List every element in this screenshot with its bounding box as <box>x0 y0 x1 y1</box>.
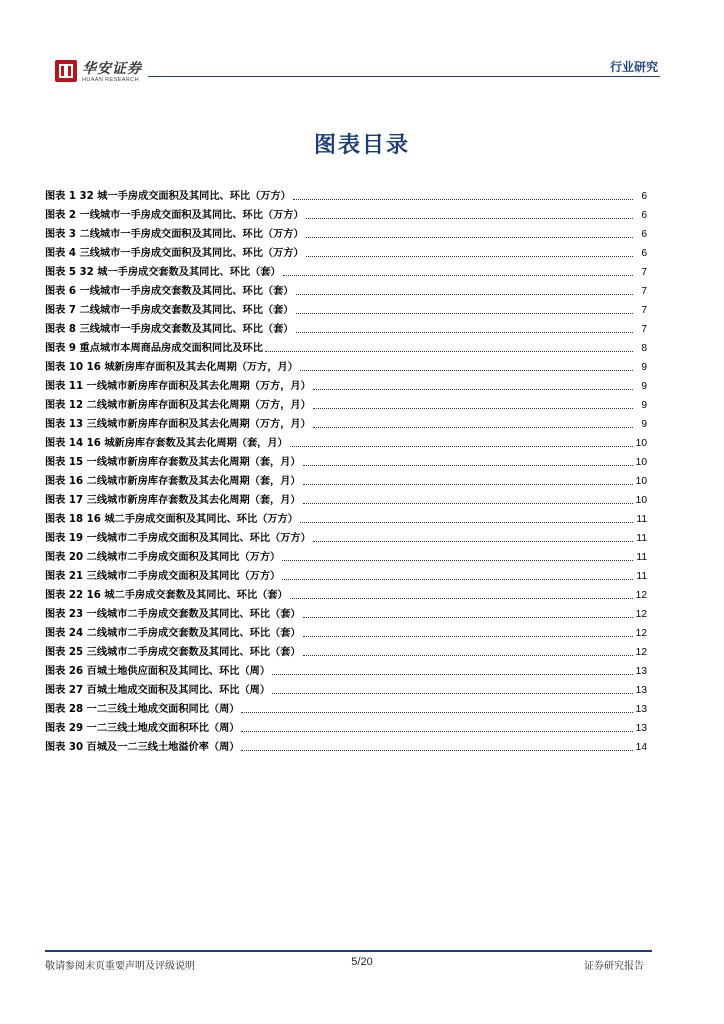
table-of-contents <box>45 184 647 754</box>
toc-dot-leader <box>303 655 633 656</box>
toc-entry[interactable] <box>45 659 647 678</box>
toc-entry-page: 13 <box>635 723 647 734</box>
toc-entry-label: 图表 18 16 城二手房成交面积及其同比、环比（万方） <box>45 514 298 525</box>
toc-entry[interactable] <box>45 431 647 450</box>
toc-entry[interactable] <box>45 678 647 697</box>
toc-entry-page: 13 <box>635 704 647 715</box>
footer-doc-type: 证券研究报告 <box>584 961 644 972</box>
toc-entry-page: 12 <box>635 590 647 601</box>
toc-entry-label: 图表 14 16 城新房库存套数及其去化周期（套，月） <box>45 438 288 449</box>
toc-entry-page: 6 <box>641 229 647 240</box>
toc-entry[interactable] <box>45 203 647 222</box>
toc-entry-label: 图表 8 三线城市一手房成交套数及其同比、环比（套） <box>45 324 294 335</box>
toc-entry-label: 图表 22 16 城二手房成交套数及其同比、环比（套） <box>45 590 288 601</box>
toc-entry-label: 图表 28 一二三线土地成交面积同比（周） <box>45 704 240 715</box>
toc-dot-leader <box>313 541 633 542</box>
toc-entry-page: 9 <box>641 400 647 411</box>
toc-entry[interactable] <box>45 450 647 469</box>
footer-disclaimer: 敬请参阅末页重要声明及评级说明 <box>45 961 195 972</box>
toc-entry[interactable] <box>45 317 647 336</box>
toc-entry-page: 10 <box>635 457 647 468</box>
toc-entry[interactable] <box>45 393 647 412</box>
toc-entry[interactable] <box>45 507 647 526</box>
toc-entry-page: 13 <box>635 685 647 696</box>
toc-dot-leader <box>283 275 633 276</box>
toc-dot-leader <box>306 256 633 257</box>
toc-dot-leader <box>241 712 633 713</box>
toc-dot-leader <box>265 351 633 352</box>
brand-name-cn: 华安证券 <box>82 61 142 77</box>
toc-entry[interactable] <box>45 716 647 735</box>
section-title: 行业研究 <box>609 60 658 74</box>
toc-dot-leader <box>303 484 633 485</box>
toc-entry-page: 8 <box>641 343 647 354</box>
toc-entry-label: 图表 6 一线城市一手房成交套数及其同比、环比（套） <box>45 286 294 297</box>
toc-dot-leader <box>306 237 633 238</box>
toc-entry[interactable] <box>45 260 647 279</box>
toc-entry[interactable] <box>45 184 647 203</box>
toc-entry-page: 12 <box>635 647 647 658</box>
toc-entry[interactable] <box>45 298 647 317</box>
toc-entry-page: 10 <box>635 438 647 449</box>
toc-dot-leader <box>282 560 633 561</box>
toc-entry-label: 图表 29 一二三线土地成交面积环比（周） <box>45 723 240 734</box>
toc-entry-page: 6 <box>641 210 647 221</box>
toc-dot-leader <box>303 636 633 637</box>
page-title: 图表目录 <box>313 133 410 158</box>
toc-entry-label: 图表 16 二线城市新房库存套数及其去化周期（套，月） <box>45 476 301 487</box>
toc-entry-page: 9 <box>641 419 647 430</box>
toc-entry-page: 7 <box>641 305 647 316</box>
toc-dot-leader <box>282 579 633 580</box>
toc-entry-page: 7 <box>641 267 647 278</box>
toc-entry-label: 图表 27 百城土地成交面积及其同比、环比（周） <box>45 685 271 696</box>
toc-entry-page: 10 <box>635 495 647 506</box>
toc-entry[interactable] <box>45 735 647 754</box>
toc-entry-label: 图表 23 一线城市二手房成交套数及其同比、环比（套） <box>45 609 301 620</box>
toc-entry[interactable] <box>45 412 647 431</box>
toc-entry-page: 10 <box>635 476 647 487</box>
toc-entry-page: 11 <box>636 514 647 525</box>
toc-dot-leader <box>272 693 633 694</box>
toc-entry-page: 14 <box>635 742 647 753</box>
toc-dot-leader <box>272 674 633 675</box>
page-number: 5/20 <box>351 956 373 968</box>
toc-entry[interactable] <box>45 241 647 260</box>
toc-entry-label: 图表 3 二线城市一手房成交面积及其同比、环比（万方） <box>45 229 304 240</box>
toc-entry-page: 7 <box>641 286 647 297</box>
toc-entry-label: 图表 10 16 城新房库存面积及其去化周期（万方，月） <box>45 362 298 373</box>
toc-entry[interactable] <box>45 336 647 355</box>
toc-entry[interactable] <box>45 222 647 241</box>
toc-entry[interactable] <box>45 488 647 507</box>
toc-entry-label: 图表 30 百城及一二三线土地溢价率（周） <box>45 742 240 753</box>
toc-dot-leader <box>313 408 633 409</box>
toc-entry[interactable] <box>45 469 647 488</box>
toc-entry[interactable] <box>45 355 647 374</box>
toc-entry-label: 图表 13 三线城市新房库存面积及其去化周期（万方，月） <box>45 419 311 430</box>
toc-entry[interactable] <box>45 526 647 545</box>
toc-entry[interactable] <box>45 564 647 583</box>
toc-entry[interactable] <box>45 640 647 659</box>
toc-entry-label: 图表 1 32 城一手房成交面积及其同比、环比（万方） <box>45 191 291 202</box>
toc-entry[interactable] <box>45 279 647 298</box>
toc-dot-leader <box>313 427 633 428</box>
brand-name-en: HUAAN RESEARCH <box>82 77 139 83</box>
toc-entry[interactable] <box>45 583 647 602</box>
toc-dot-leader <box>303 503 633 504</box>
toc-entry-page: 11 <box>636 552 647 563</box>
toc-entry[interactable] <box>45 602 647 621</box>
toc-entry-label: 图表 11 一线城市新房库存面积及其去化周期（万方，月） <box>45 381 311 392</box>
toc-entry-label: 图表 17 三线城市新房库存套数及其去化周期（套，月） <box>45 495 301 506</box>
toc-entry-page: 6 <box>641 248 647 259</box>
toc-dot-leader <box>303 465 633 466</box>
toc-entry-label: 图表 9 重点城市本周商品房成交面积同比及环比 <box>45 343 263 354</box>
toc-dot-leader <box>313 389 633 390</box>
toc-entry-page: 12 <box>635 609 647 620</box>
toc-entry-page: 13 <box>635 666 647 677</box>
toc-entry-label: 图表 24 二线城市二手房成交套数及其同比、环比（套） <box>45 628 301 639</box>
toc-dot-leader <box>241 731 633 732</box>
toc-entry-label: 图表 21 三线城市二手房成交面积及其同比（万方） <box>45 571 281 582</box>
toc-dot-leader <box>296 313 634 314</box>
toc-entry[interactable] <box>45 545 647 564</box>
toc-entry-label: 图表 25 三线城市二手房成交套数及其同比、环比（套） <box>45 647 301 658</box>
toc-entry-page: 12 <box>635 628 647 639</box>
toc-entry-label: 图表 20 二线城市二手房成交面积及其同比（万方） <box>45 552 281 563</box>
toc-entry-label: 图表 4 三线城市一手房成交面积及其同比、环比（万方） <box>45 248 304 259</box>
toc-dot-leader <box>293 199 633 200</box>
toc-entry-page: 9 <box>641 381 647 392</box>
toc-entry-page: 11 <box>636 533 647 544</box>
toc-entry-page: 6 <box>641 191 647 202</box>
toc-entry-label: 图表 15 一线城市新房库存套数及其去化周期（套，月） <box>45 457 301 468</box>
company-logo-icon <box>55 60 77 82</box>
toc-entry-label: 图表 12 二线城市新房库存面积及其去化周期（万方，月） <box>45 400 311 411</box>
toc-entry-label: 图表 19 一线城市二手房成交面积及其同比、环比（万方） <box>45 533 311 544</box>
toc-dot-leader <box>241 750 633 751</box>
toc-entry[interactable] <box>45 374 647 393</box>
toc-dot-leader <box>290 598 633 599</box>
toc-entry[interactable] <box>45 621 647 640</box>
toc-dot-leader <box>300 522 633 523</box>
toc-entry-page: 9 <box>641 362 647 373</box>
toc-dot-leader <box>296 332 634 333</box>
footer-divider <box>45 950 652 952</box>
toc-dot-leader <box>296 294 634 295</box>
toc-entry-label: 图表 26 百城土地供应面积及其同比、环比（周） <box>45 666 271 677</box>
toc-dot-leader <box>290 446 633 447</box>
toc-dot-leader <box>306 218 633 219</box>
toc-dot-leader <box>303 617 633 618</box>
toc-entry[interactable] <box>45 697 647 716</box>
toc-entry-page: 7 <box>641 324 647 335</box>
header-divider <box>148 76 660 77</box>
toc-entry-page: 11 <box>636 571 647 582</box>
toc-entry-label: 图表 7 二线城市一手房成交套数及其同比、环比（套） <box>45 305 294 316</box>
toc-entry-label: 图表 5 32 城一手房成交套数及其同比、环比（套） <box>45 267 281 278</box>
toc-entry-label: 图表 2 一线城市一手房成交面积及其同比、环比（万方） <box>45 210 304 221</box>
toc-dot-leader <box>300 370 633 371</box>
